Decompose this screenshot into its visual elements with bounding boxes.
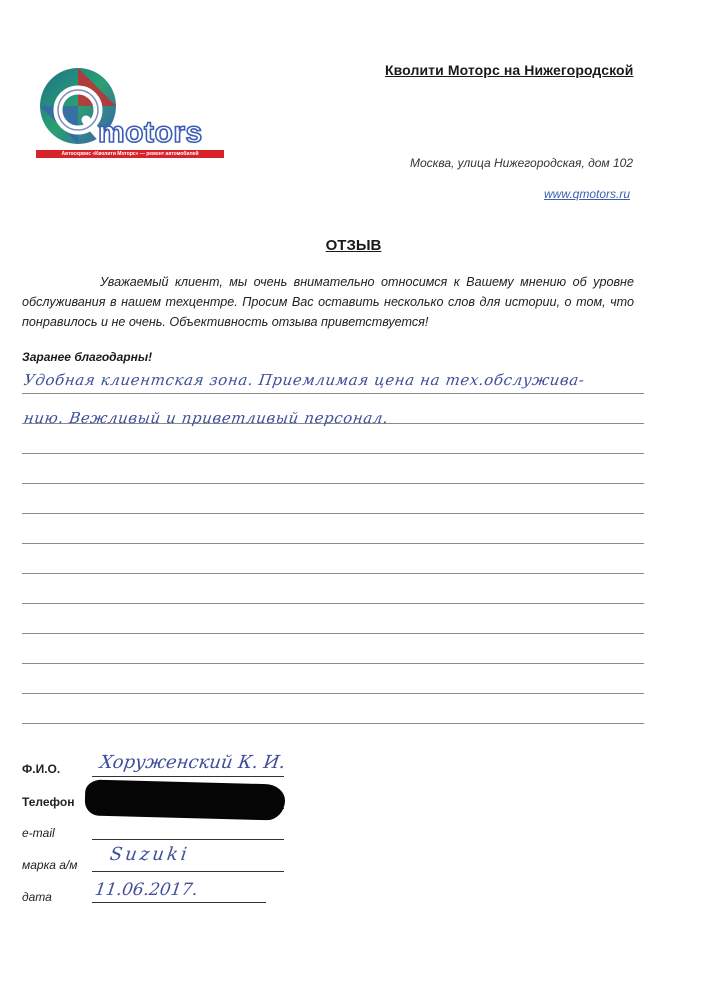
name-label: Ф.И.О.: [22, 762, 61, 776]
ruled-line: [22, 723, 644, 724]
car-label: марка а/м: [22, 858, 78, 872]
phone-label: Телефон: [22, 795, 75, 809]
ruled-line: [22, 693, 644, 694]
qmotors-logo: [30, 62, 230, 170]
date-label: дата: [22, 890, 52, 904]
thanks-text: Заранее благодарны!: [22, 350, 153, 364]
name-value[interactable]: Хоруженский К. И.: [98, 752, 287, 773]
name-underline: [92, 776, 284, 777]
website-link[interactable]: www.qmotors.ru: [544, 187, 631, 201]
ruled-line: [22, 513, 644, 514]
email-label: e-mail: [22, 826, 55, 840]
ruled-line: [22, 483, 644, 484]
email-underline: [92, 839, 284, 840]
date-underline: [92, 902, 266, 903]
ruled-line: [22, 663, 644, 664]
logo-tagline: Автосервис «Кволити Моторс» — ремонт автомобилей: [36, 150, 224, 158]
car-underline: [92, 871, 284, 872]
review-area[interactable]: [22, 365, 644, 735]
ruled-line: [22, 393, 644, 394]
ruled-line: [22, 573, 644, 574]
ruled-line: [22, 543, 644, 544]
date-value[interactable]: 11.06.2017.: [93, 880, 200, 900]
ruled-line: [22, 603, 644, 604]
logo-wordmark: motors: [98, 116, 203, 149]
ruled-line: [22, 633, 644, 634]
review-line: Удобная клиентская зона. Приемлимая цена на тех.обслужива-: [22, 371, 586, 389]
company-name: Кволити Моторс на Нижегородской: [385, 62, 634, 78]
form-title: ОТЗЫВ: [325, 237, 382, 254]
redacted-phone: [85, 779, 286, 820]
intro-text: Уважаемый клиент, мы очень внимательно относимся к Вашему мнению об уровне обслуживания в нашем техцентре. Просим Вас оставить несколько слов для истории, о том, что понравилось и не очень. Объективность отзыва приветствуется!: [22, 275, 634, 329]
ruled-line: [22, 453, 644, 454]
review-line: нию. Вежливый и приветливый персонал.: [22, 409, 390, 427]
company-address: Москва, улица Нижегородская, дом 102: [410, 156, 634, 170]
car-value[interactable]: Suzuki: [108, 844, 192, 865]
